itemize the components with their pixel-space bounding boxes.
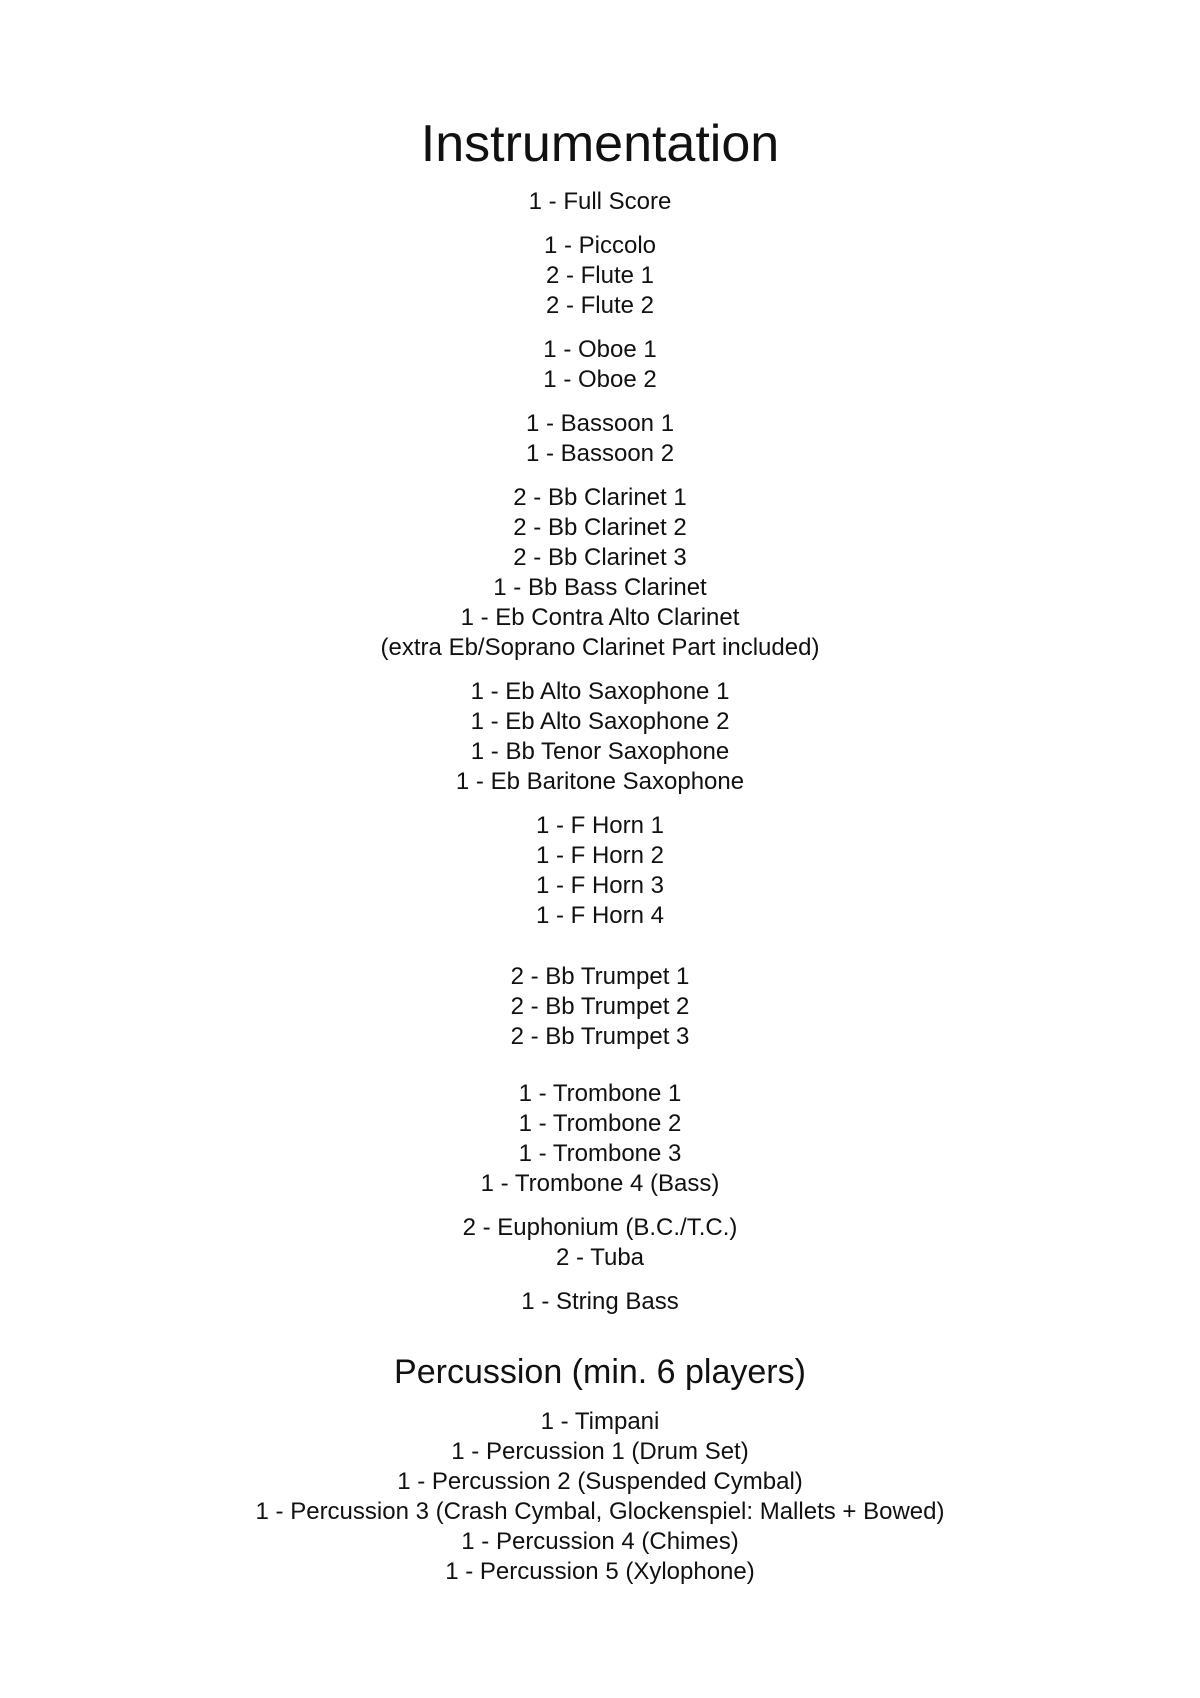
list-item: 1 - Percussion 4 (Chimes) bbox=[461, 1528, 739, 1555]
list-item: 1 - Eb Contra Alto Clarinet bbox=[460, 604, 740, 631]
list-item: 2 - Bb Clarinet 3 bbox=[513, 544, 687, 571]
list-item: 1 - F Horn 3 bbox=[535, 872, 665, 899]
list-item: 1 - Eb Alto Saxophone 2 bbox=[470, 708, 730, 735]
list-item: 1 - Bb Bass Clarinet bbox=[493, 574, 707, 601]
list-item: 1 - Full Score bbox=[528, 188, 672, 215]
list-item: 1 - Percussion 5 (Xylophone) bbox=[445, 1558, 755, 1585]
list-item: 2 - Bb Trumpet 2 bbox=[510, 993, 690, 1020]
list-item: 1 - Bassoon 1 bbox=[525, 410, 675, 437]
list-item: 1 - Eb Alto Saxophone 1 bbox=[470, 678, 730, 705]
page-title: Instrumentation bbox=[420, 115, 780, 173]
list-item: 1 - Trombone 4 (Bass) bbox=[480, 1170, 720, 1197]
list-item: 1 - Percussion 3 (Crash Cymbal, Glockenspiel: Mallets + Bowed) bbox=[255, 1498, 945, 1525]
list-item: 1 - Timpani bbox=[540, 1408, 660, 1435]
list-item: 1 - F Horn 4 bbox=[535, 902, 665, 929]
list-item: 1 - Percussion 2 (Suspended Cymbal) bbox=[397, 1468, 803, 1495]
list-item: 2 - Bb Clarinet 1 bbox=[513, 484, 687, 511]
percussion-heading: Percussion (min. 6 players) bbox=[394, 1353, 806, 1391]
list-item: 1 - Trombone 2 bbox=[518, 1110, 682, 1137]
list-item: 2 - Flute 2 bbox=[545, 292, 655, 319]
list-item: 1 - Percussion 1 (Drum Set) bbox=[451, 1438, 749, 1465]
list-item: 2 - Euphonium (B.C./T.C.) bbox=[462, 1214, 738, 1241]
list-item: 1 - String Bass bbox=[521, 1288, 679, 1315]
list-item: 2 - Flute 1 bbox=[545, 262, 655, 289]
list-item: 2 - Bb Trumpet 1 bbox=[510, 963, 690, 990]
list-item: 2 - Bb Trumpet 3 bbox=[510, 1023, 690, 1050]
list-item: 1 - Piccolo bbox=[543, 232, 657, 259]
list-item-note: (extra Eb/Soprano Clarinet Part included) bbox=[380, 634, 820, 661]
list-item: 1 - F Horn 2 bbox=[535, 842, 665, 869]
list-item: 1 - F Horn 1 bbox=[535, 812, 665, 839]
list-item: 1 - Bassoon 2 bbox=[525, 440, 675, 467]
list-item: 1 - Eb Baritone Saxophone bbox=[455, 768, 745, 795]
list-item: 2 - Bb Clarinet 2 bbox=[513, 514, 687, 541]
list-item: 1 - Oboe 1 bbox=[543, 336, 657, 363]
list-item: 2 - Tuba bbox=[555, 1244, 645, 1271]
list-item: 1 - Bb Tenor Saxophone bbox=[470, 738, 730, 765]
list-item: 1 - Trombone 1 bbox=[518, 1080, 682, 1107]
list-item: 1 - Oboe 2 bbox=[543, 366, 657, 393]
list-item: 1 - Trombone 3 bbox=[518, 1140, 682, 1167]
